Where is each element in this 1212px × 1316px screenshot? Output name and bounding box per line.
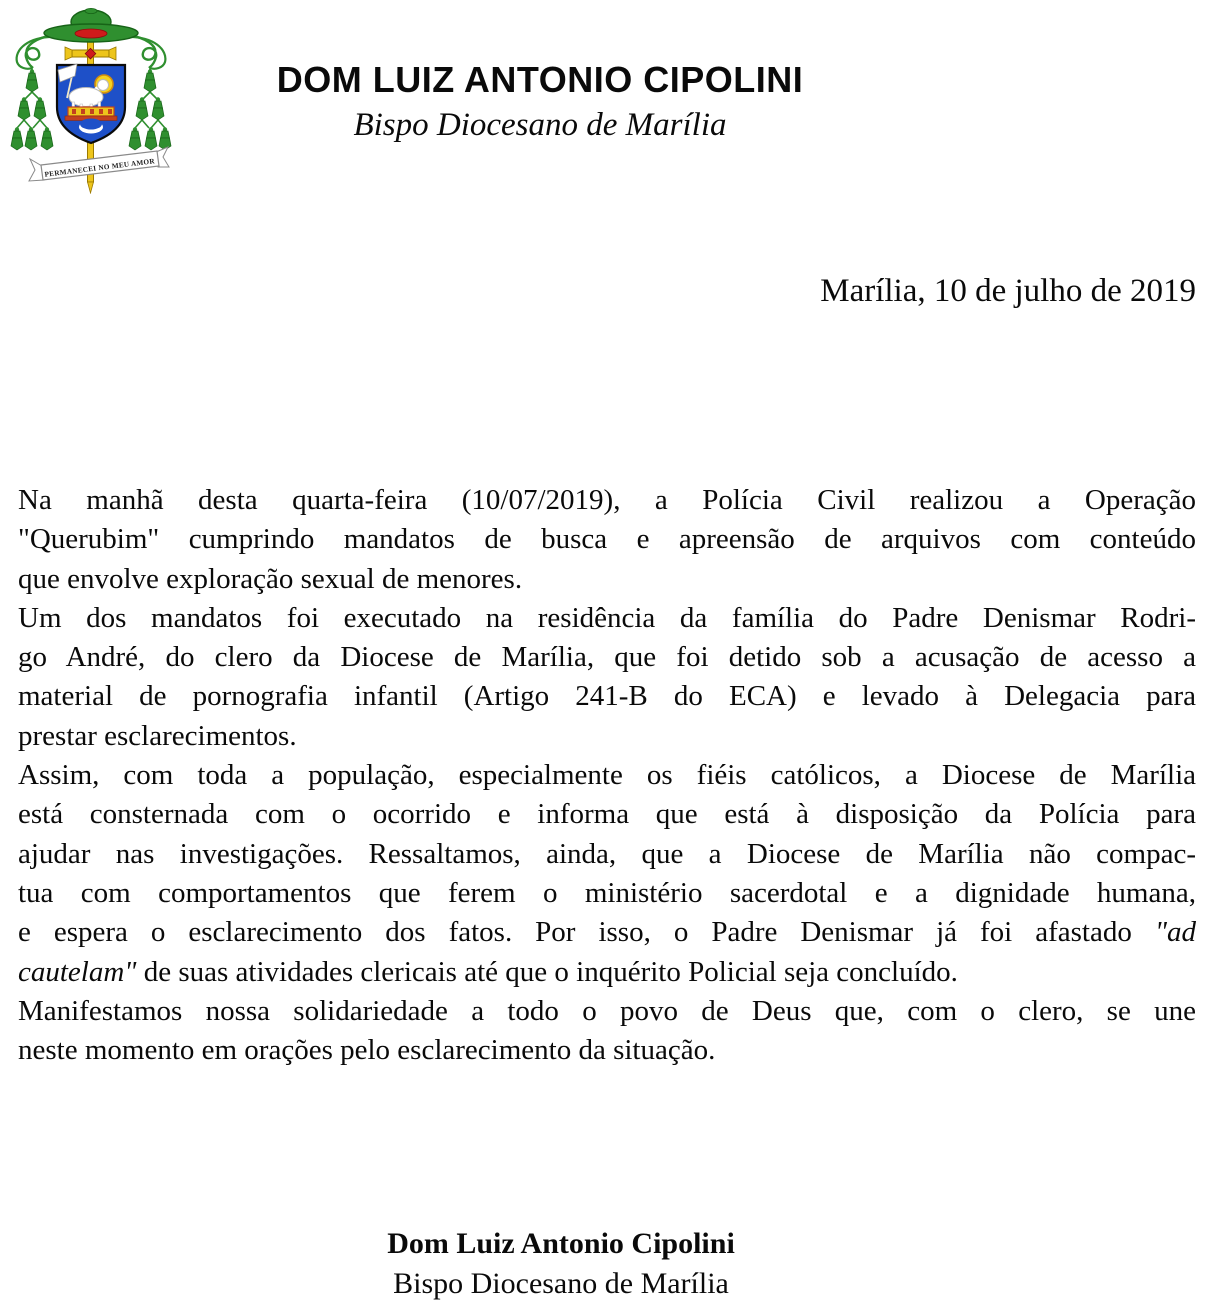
body-line: Assim, com toda a população, especialmente os fiéis católicos, a Diocese de Marília [18, 759, 1196, 792]
letterhead [240, 58, 840, 148]
body-line: tua com comportamentos que ferem o ministério sacerdotal e a dignidade humana, [18, 876, 1196, 909]
galero-hat-icon [44, 8, 138, 42]
body-line: neste momento em orações pelo esclarecimento da situação. [18, 1034, 716, 1067]
body-line: cautelam" de suas atividades clericais até que o inquérito Policial seja concluído. [18, 955, 958, 988]
crest-motto-text: PERMANECEI NO MEU AMOR [44, 157, 156, 179]
letterhead-subtitle: Bispo Diocesano de Marília [353, 107, 727, 143]
body-line: e espera o esclarecimento dos fatos. Por isso, o Padre Denismar já foi afastado "ad [18, 916, 1196, 949]
episcopal-coat-of-arms [8, 4, 174, 194]
body-line: ajudar nas investigações. Ressaltamos, ainda, que a Diocese de Marília não compac- [18, 837, 1196, 870]
motto-scroll [29, 147, 169, 181]
crescent-emblem [79, 119, 103, 134]
cord-and-tassels [11, 35, 56, 150]
signature-block [0, 1224, 1122, 1304]
letterhead-title: DOM LUIZ ANTONIO CIPOLINI [276, 59, 804, 100]
body-line: Na manhã desta quarta-feira (10/07/2019), a Polícia Civil realizou a Operação [18, 484, 1196, 516]
body-line: que envolve exploração sexual de menores. [18, 562, 523, 595]
body-line: prestar esclarecimentos. [18, 719, 297, 752]
date-line: Marília, 10 de julho de 2019 [820, 273, 1196, 309]
altar-emblem [65, 107, 117, 121]
signature-role: Bispo Diocesano de Marília [393, 1267, 729, 1300]
body-line: go André, do clero da Diocese de Marília, que foi detido sob a acusação de acesso a [18, 641, 1196, 674]
body-line: Manifestamos nossa solidariedade a todo o povo de Deus que, com o clero, se une [18, 994, 1196, 1027]
body-line: "Querubim" cumprindo mandatos de busca e apreensão de arquivos com conteúdo [18, 523, 1196, 556]
letter-body [18, 481, 1196, 1070]
shield [57, 64, 125, 143]
body-line: material de pornografia infantil (Artigo 241-B do ECA) e levado à Delegacia para [18, 680, 1196, 713]
signature-name: Dom Luiz Antonio Cipolini [387, 1227, 735, 1260]
body-line: está consternada com o ocorrido e informa que está à disposição da Polícia para [18, 798, 1196, 831]
body-line: Um dos mandatos foi executado na residência da família do Padre Denismar Rodri- [18, 601, 1196, 634]
